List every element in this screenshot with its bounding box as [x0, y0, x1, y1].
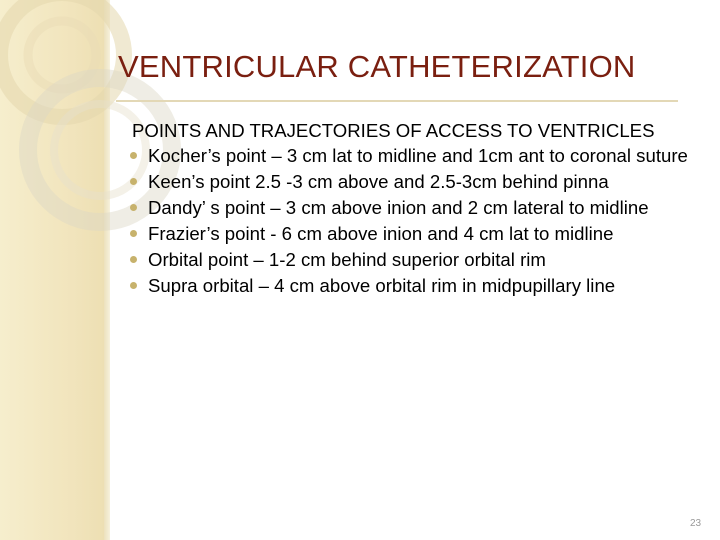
intro-heading: POINTS AND TRAJECTORIES OF ACCESS TO VENTRICLES [132, 120, 655, 141]
title-underline [116, 100, 678, 102]
page-number: 23 [690, 518, 702, 529]
list-item [128, 223, 688, 244]
bullet-dot-icon [130, 256, 137, 263]
bullet-dot-icon [130, 152, 137, 159]
bullet-dot-icon [130, 178, 137, 185]
bullet-dot-icon [130, 230, 137, 237]
bullet-dot-icon [130, 282, 137, 289]
bullet-text: Orbital point – 1-2 cm behind superior orbital rim [148, 249, 546, 270]
bullet-dot-icon [130, 204, 137, 211]
slide-title: VENTRICULAR CATHETERIZATION [118, 49, 636, 84]
list-item [128, 275, 688, 296]
list-item [128, 145, 688, 166]
bullet-list [128, 145, 688, 296]
slide-content [128, 120, 688, 301]
bullet-text: Dandy’ s point – 3 cm above inion and 2 cm lateral to midline [148, 197, 649, 218]
list-item [128, 249, 688, 270]
bullet-text: Supra orbital – 4 cm above orbital rim in midpupillary line [148, 275, 616, 296]
bullet-text: Kocher’s point – 3 cm lat to midline and 1cm ant to coronal suture [148, 145, 688, 166]
bullet-text: Frazier’s point - 6 cm above inion and 4 cm lat to midline [148, 223, 614, 244]
bullet-text: Keen’s point 2.5 -3 cm above and 2.5-3cm behind pinna [148, 171, 609, 192]
list-item [128, 197, 688, 218]
list-item [128, 171, 688, 192]
